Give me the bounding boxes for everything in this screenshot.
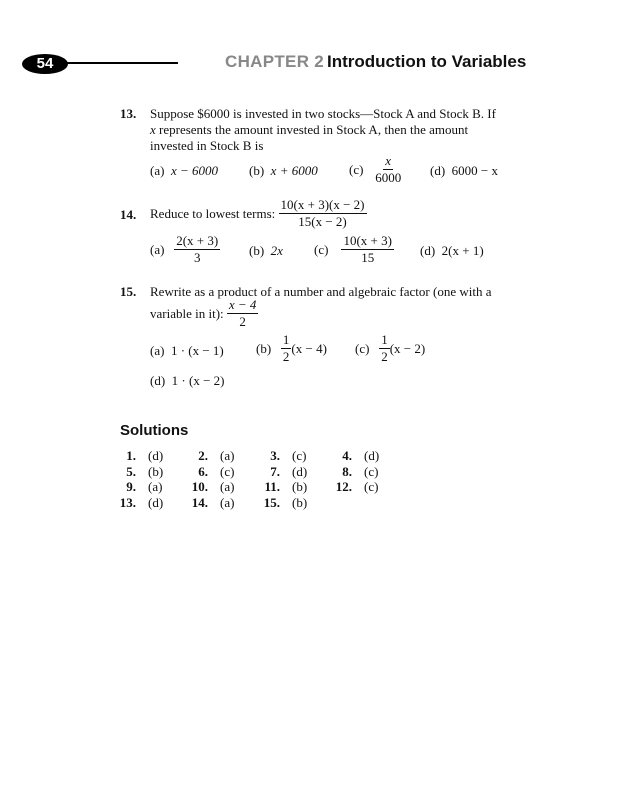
solution-number: 11. (264, 479, 280, 494)
q15-number: 15. (120, 284, 137, 299)
q14-option-b: (b) 2x (249, 243, 283, 258)
q13-option-c: (c) $\frac{x}{6000}$ (349, 153, 402, 185)
q15-line2: variable in it): $\frac{x - 4}{2}$ (150, 297, 257, 329)
solutions-grid (114, 448, 414, 518)
chapter-label: CHAPTER 2 (225, 52, 325, 71)
solution-number: 8. (342, 463, 352, 479)
solution-answer: (d) (364, 448, 380, 463)
solution-number: 10. (191, 479, 208, 494)
q14-number: 14. (120, 207, 137, 222)
q13-option-a: (a) x − 6000 (150, 163, 218, 178)
q14-option-c: (c) $\frac{10(x + 3)}{15}$ (314, 233, 392, 265)
solutions-heading: Solutions (120, 422, 189, 439)
page-number: 54 (22, 54, 68, 74)
solution-answer: (a) (220, 494, 235, 510)
solution-answer: (b) (148, 463, 164, 479)
chapter-title: Introduction to Variables (327, 52, 527, 71)
solution-answer: (a) (148, 479, 163, 494)
solution-answer: (a) (220, 479, 235, 494)
q13-line2-var: x (150, 122, 156, 137)
q15-line1: Rewrite as a product of a number and algebraic factor (one with a (150, 284, 492, 299)
solution-answer: (c) (292, 448, 307, 463)
solution-number: 4. (342, 448, 352, 463)
solution-answer: (c) (364, 463, 379, 479)
solution-number: 7. (270, 463, 280, 479)
solution-answer: (a) (220, 448, 235, 463)
solution-number: 14. (191, 494, 208, 510)
q14-option-d: (d) 2(x + 1) (420, 243, 484, 258)
q13-number: 13. (120, 106, 137, 121)
solution-number: 5. (126, 463, 136, 479)
solution-answer: (b) (292, 479, 308, 494)
q13-line2 (150, 122, 523, 138)
solution-answer: (d) (292, 463, 308, 479)
q13-line2-rest: represents the amount invested in Stock A, then the amount (155, 122, 469, 137)
q14-prompt: Reduce to lowest terms: $\frac{10(x + 3)(x - 2)}{15(x - 2)}$ (150, 197, 365, 229)
solution-answer: (c) (364, 479, 379, 494)
solution-number: 9. (126, 479, 136, 494)
solution-number: 1. (126, 448, 136, 463)
solution-answer: (d) (148, 448, 164, 463)
q13-option-d: (d) 6000 − x (430, 163, 499, 178)
solution-answer: (d) (148, 494, 164, 510)
solution-number: 3. (270, 448, 280, 463)
q14-option-a: (a) $\frac{2(x + 3)}{3}$ (150, 233, 219, 265)
solution-answer: (b) (292, 494, 308, 510)
q15-option-c: (c) $\frac{1}{2}$ (x − 2) (355, 332, 426, 364)
solution-number: 6. (198, 463, 208, 479)
q13-line1: Suppose $6000 is invested in two stocks—Stock A and Stock B. If (150, 106, 496, 121)
solution-number: 15. (263, 494, 280, 510)
solution-number: 12. (335, 479, 352, 494)
solution-number: 2. (198, 448, 208, 463)
solution-number: 13. (119, 494, 136, 510)
solution-answer: (c) (220, 463, 235, 479)
q15-option-d: (d) 1 · (x − 2) (150, 373, 225, 388)
q15-option-a: (a) 1 · (x − 1) (150, 343, 224, 358)
q15-option-b: (b) $\frac{1}{2}$ (x − 4) (256, 332, 327, 364)
q13-line3: invested in Stock B is (150, 138, 264, 153)
q13-option-b: (b) x + 6000 (249, 163, 318, 178)
header-rule (66, 62, 178, 64)
